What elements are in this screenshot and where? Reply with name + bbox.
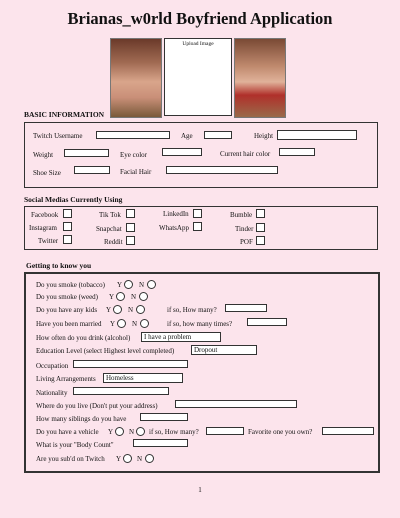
height-field[interactable]: [277, 130, 357, 140]
eye-color-label: Eye color: [120, 151, 148, 159]
married-times-label: if so, how many times?: [167, 320, 233, 328]
smoke-tobacco-label: Do you smoke (tobacco): [36, 281, 106, 289]
vehicle-y-label: Y: [108, 428, 114, 436]
kids-yes-radio[interactable]: [113, 305, 122, 314]
facial-hair-label: Facial Hair: [120, 168, 152, 176]
smoke-tobacco-n-label: N: [139, 281, 145, 289]
smoke-tobacco-no-radio[interactable]: [147, 280, 156, 289]
smoke-weed-label: Do you smoke (weed): [36, 293, 99, 301]
vehicle-how-many-label: if so, How many?: [149, 428, 199, 436]
linkedin-label: LinkedIn: [163, 210, 189, 218]
body-count-label: What is your "Body Count": [36, 441, 114, 449]
smoke-weed-yes-radio[interactable]: [116, 292, 125, 301]
basic-info-heading: BASIC INFORMATION: [24, 110, 105, 119]
married-y-label: Y: [110, 320, 116, 328]
occupation-label: Occupation: [36, 362, 69, 370]
education-field[interactable]: Dropout: [191, 345, 257, 355]
eye-color-field[interactable]: [162, 148, 202, 156]
body-count-field[interactable]: [133, 439, 188, 447]
smoke-weed-y-label: Y: [109, 293, 115, 301]
twitch-username-label: Twitch Username: [33, 132, 83, 140]
living-field[interactable]: Homeless: [103, 373, 183, 383]
smoke-weed-no-radio[interactable]: [139, 292, 148, 301]
facebook-checkbox[interactable]: [63, 209, 72, 218]
married-n-label: N: [132, 320, 138, 328]
nationality-field[interactable]: [73, 387, 169, 395]
age-field[interactable]: [204, 131, 232, 139]
bumble-checkbox[interactable]: [256, 209, 265, 218]
bumble-label: Bumble: [230, 211, 253, 219]
subbed-label: Are you sub'd on Twitch: [36, 455, 105, 463]
smoke-weed-n-label: N: [131, 293, 137, 301]
subbed-yes-radio[interactable]: [123, 454, 132, 463]
kids-how-many-label: if so, How many?: [167, 306, 217, 314]
whatsapp-checkbox[interactable]: [193, 222, 202, 231]
occupation-field[interactable]: [73, 360, 188, 368]
education-label: Education Level (select Highest level completed): [36, 347, 175, 355]
vehicle-favorite-field[interactable]: [322, 427, 374, 435]
weight-label: Weight: [33, 151, 54, 159]
tiktok-checkbox[interactable]: [126, 209, 135, 218]
snapchat-label: Snapchat: [96, 225, 122, 233]
smoke-tobacco-y-label: Y: [117, 281, 123, 289]
married-yes-radio[interactable]: [117, 319, 126, 328]
facial-hair-field[interactable]: [166, 166, 278, 174]
vehicle-n-label: N: [129, 428, 135, 436]
pof-checkbox[interactable]: [256, 236, 265, 245]
instagram-label: Instagram: [29, 224, 57, 232]
linkedin-checkbox[interactable]: [193, 209, 202, 218]
shoe-size-field[interactable]: [74, 166, 110, 174]
married-times-field[interactable]: [247, 318, 287, 326]
vehicle-how-many-field[interactable]: [206, 427, 244, 435]
live-where-field[interactable]: [175, 400, 297, 408]
live-where-label: Where do you live (Don't put your address): [36, 402, 158, 410]
kids-n-label: N: [128, 306, 134, 314]
nationality-label: Nationality: [36, 389, 68, 397]
smoke-tobacco-yes-radio[interactable]: [124, 280, 133, 289]
twitter-label: Twitter: [38, 237, 59, 245]
upload-image-label: Upload Image: [182, 41, 214, 47]
siblings-label: How many siblings do you have: [36, 415, 127, 423]
vehicle-label: Do you have a vehicle: [36, 428, 99, 436]
vehicle-favorite-label: Favorite one you own?: [248, 428, 313, 436]
reddit-label: Reddit: [104, 238, 123, 246]
siblings-field[interactable]: [140, 413, 188, 421]
reddit-checkbox[interactable]: [126, 236, 135, 245]
whatsapp-label: WhatsApp: [159, 224, 189, 232]
shoe-size-label: Shoe Size: [33, 169, 61, 177]
snapchat-checkbox[interactable]: [126, 223, 135, 232]
upload-image-box[interactable]: [164, 38, 232, 116]
vehicle-yes-radio[interactable]: [115, 427, 124, 436]
height-label: Height: [254, 132, 274, 140]
vehicle-no-radio[interactable]: [136, 427, 145, 436]
social-media-heading: Social Medias Currently Using: [24, 195, 123, 204]
subbed-y-label: Y: [116, 455, 122, 463]
living-label: Living Arrangements: [36, 375, 96, 383]
pof-label: POF: [240, 238, 253, 246]
drink-label: How often do you drink (alcohol): [36, 334, 131, 342]
profile-photo-right: [234, 38, 286, 118]
tinder-checkbox[interactable]: [256, 223, 265, 232]
subbed-n-label: N: [137, 455, 143, 463]
hair-color-field[interactable]: [279, 148, 315, 156]
kids-y-label: Y: [106, 306, 112, 314]
instagram-checkbox[interactable]: [63, 222, 72, 231]
drink-field[interactable]: I have a problem: [141, 332, 221, 342]
twitch-username-field[interactable]: [96, 131, 170, 139]
age-label: Age: [181, 132, 193, 140]
profile-photo-left: [110, 38, 162, 118]
page-number: 1: [198, 486, 202, 494]
twitter-checkbox[interactable]: [63, 235, 72, 244]
facebook-label: Facebook: [31, 211, 59, 219]
subbed-no-radio[interactable]: [145, 454, 154, 463]
getting-to-know-heading: Getting to know you: [26, 261, 92, 270]
kids-label: Do you have any kids: [36, 306, 98, 314]
married-label: Have you been married: [36, 320, 102, 328]
married-no-radio[interactable]: [140, 319, 149, 328]
kids-no-radio[interactable]: [136, 305, 145, 314]
hair-color-label: Current hair color: [220, 150, 271, 158]
weight-field[interactable]: [64, 149, 109, 157]
page-title: Brianas_w0rld Boyfriend Application: [67, 9, 333, 28]
kids-how-many-field[interactable]: [225, 304, 267, 312]
tiktok-label: Tik Tok: [99, 211, 121, 219]
tinder-label: Tinder: [235, 225, 254, 233]
